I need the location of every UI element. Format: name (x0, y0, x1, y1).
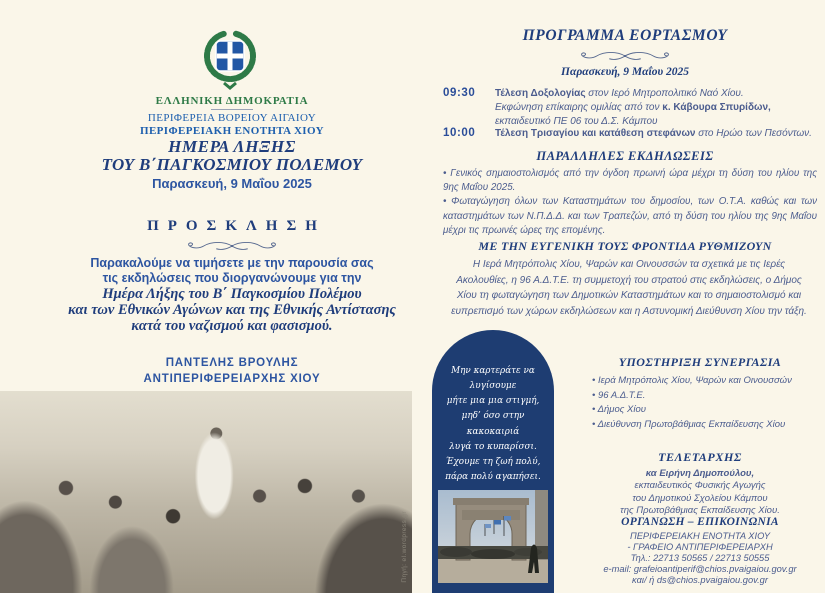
parallel-events-heading: ΠΑΡΑΛΛΗΛΕΣ ΕΚΔΗΛΩΣΕΙΣ (536, 149, 714, 163)
program-title: ΠΡΟΓΡΑΜΜΑ ΕΟΡΤΑΣΜΟΥ (522, 27, 728, 44)
header-divider (211, 109, 253, 110)
event-title-line1: ΗΜΕΡΑ ΛΗΞΗΣ (168, 137, 296, 156)
marshal-directorate: της Πρωτοβάθμιας Εκπαίδευσης Χίου. (620, 505, 780, 517)
event-title-line2: ΤΟΥ Β΄ΠΑΓΚΟΣΜΙΟΥ ΠΟΛΕΜΟΥ (101, 155, 363, 174)
support-item: • Ιερά Μητρόπολις Χίου, Ψαρών και Οινουσσών (592, 375, 792, 386)
parallel-event-item: • Γενικός σημαιοστολισμός από την όγδοη πρωινή ώρα μέχρι τη δύση του ηλίου της 9ης Μαΐου 2025. (443, 168, 817, 194)
marshal-name: κα Ειρήνη Δημοπούλου, (645, 468, 755, 479)
schedule-event-name: Τέλεση Τρισαγίου και κατάθεση στεφάνων (495, 128, 696, 139)
parallel-events-list (443, 167, 817, 238)
schedule-time: 09:30 (443, 87, 476, 99)
support-heading: ΥΠΟΣΤΗΡΙΞΗ ΣΥΝΕΡΓΑΣΙΑ (618, 355, 782, 369)
poem (432, 330, 554, 485)
poem-line: πάρα πολύ αγαπήσει. (445, 471, 541, 482)
poem-line: μηδ’ όσο στην κακοκαιριά (461, 411, 525, 437)
hellenic-republic-emblem-icon (201, 20, 259, 92)
poem-line: λυγά το κυπαρίσσι. (449, 441, 537, 452)
program-date: Παρασκευή, 9 Μαΐου 2025 (561, 66, 689, 78)
schedule-event-detail: στο Ηρώο των Πεσόντων. (695, 128, 812, 139)
arc-de-triomphe-parade-photo (438, 490, 548, 583)
event-date: Παρασκευή, 9 Μαΐου 2025 (152, 176, 312, 191)
signatory-title: ΑΝΤΙΠΕΡΙΦΕΡΕΙΑΡΧΗΣ ΧΙΟΥ (143, 373, 321, 385)
schedule-description (495, 87, 821, 128)
marshal-title: εκπαιδευτικός Φυσικής Αγωγής (634, 480, 766, 492)
marshal-details (578, 468, 822, 517)
flourish-divider-icon (570, 49, 680, 63)
schedule-row (443, 127, 821, 141)
schedule-event-detail: στον Ιερό Μητροπολιτικό Ναό Χίου. (585, 88, 744, 99)
contact-org: ΠΕΡΙΦΕΡΕΙΑΚΗ ΕΝΟΤΗΤΑ ΧΙΟΥ (629, 531, 771, 541)
poem-line: Μην καρτεράτε να λυγίσουμε (451, 366, 535, 392)
support-list (592, 374, 824, 433)
parallel-event-item: • Φωταγώγηση όλων των Καταστημάτων του δημοσίου, των Ο.Τ.Α. καθώς και των καταστημάτων των Ν.Π.Δ.Δ. και των Τραπεζών, από τη δύση του ηλίου της 9ης Μαΐου μέχρι τις πρωινές ώρες της επομένης. (443, 196, 817, 236)
poem-line: μήτε μια μια στιγμή, (446, 396, 540, 407)
schedule-speech-pre: Εκφώνηση επίκαιρης ομιλίας από τον (495, 101, 663, 113)
care-text: Η Ιερά Μητρόπολις Χίου, Ψαρών και Οινουσσών τα σχετικά με τις Ιερές Ακολουθίες, η 96 Α.Δ.Τ.Ε. τη συμμετοχή του στρατού στις εκδηλώσεις, ο Δήμος Χίου τη φωταγώγηση των Δημοτικών Καταστημάτων και το σημαιοστολισμό και ευπρεπισμό των χώρων εκδηλώσεων και η Αστυνομική Διεύθυνση Χίου την τάξη. (451, 259, 807, 317)
liberation-celebration-photo (0, 391, 412, 593)
contact-email-secondary: και/ ή ds@chios.pvaigaiou.gov.gr (632, 574, 768, 585)
org-name-region: ΠΕΡΙΦΕΡΕΙΑ ΒΟΡΕΙΟΥ ΑΙΓΑΙΟΥ (147, 112, 317, 124)
org-name-republic: ΕΛΛΗΝΙΚΗ ΔΗΜΟΚΡΑΤΙΑ (155, 95, 309, 107)
invitation-emphasis-line2: και των Εθνικών Αγώνων και της Εθνικής Αντίστασης (68, 302, 396, 318)
contact-office: - ΓΡΑΦΕΙΟ ΑΝΤΙΠΕΡΙΦΕΡΕΙΑΡΧΗ (627, 541, 773, 552)
invitation-text-line2: τις εκδηλώσεις που διοργανώνουμε για την (102, 271, 362, 285)
support-item: • Διεύθυνση Πρωτοβάθμιας Εκπαίδευσης Χίου (592, 419, 786, 431)
schedule-description (495, 127, 821, 141)
contact-phone: Τηλ.: 22713 50565 / 22713 50555 (630, 552, 770, 563)
schedule-speaker-name: κ. Κάβουρα Σπυρίδων, (662, 101, 771, 113)
support-item: • Δήμος Χίου (592, 404, 646, 416)
support-item: • 96 Α.Δ.Τ.Ε. (592, 389, 646, 401)
signatory-name: ΠΑΝΤΕΛΗΣ ΒΡΟΥΛΗΣ (165, 357, 299, 369)
invitation-emphasis-line3: κατά του ναζισμού και φασισμού. (131, 318, 333, 334)
marshal-heading: ΤΕΛΕΤΑΡΧΗΣ (658, 450, 742, 464)
schedule-event-name: Τέλεση Δοξολογίας (495, 88, 586, 99)
invitation-heading: ΠΡΟΣΚΛΗΣΗ (147, 218, 326, 234)
invitation-emphasis-line1: Ημέρα Λήξης του Β΄ Παγκοσμίου Πολέμου (102, 286, 362, 302)
contact-heading: ΟΡΓΑΝΩΣΗ – ΕΠΙΚΟΙΝΩΝΙΑ (621, 516, 779, 528)
memorial-arch-panel (432, 330, 554, 593)
care-heading: ΜΕ ΤΗΝ ΕΥΓΕΝΙΚΗ ΤΟΥΣ ΦΡΟΝΤΙΔΑ ΡΥΘΜΙΖΟΥΝ (478, 239, 772, 253)
schedule-row (443, 87, 821, 128)
schedule-time: 10:00 (443, 127, 476, 139)
invitation-text-line1: Παρακαλούμε να τιμήσετε με την παρουσία σας (90, 256, 374, 270)
marshal-school: του Δημοτικού Σχολείου Κάμπου (632, 492, 768, 504)
schedule-speaker-title: εκπαιδευτικό ΠΕ 06 του Δ.Σ. Κάμπου (495, 115, 658, 127)
flourish-divider-icon (177, 239, 287, 253)
poem-line: Έχουμε τη ζωή πολύ, (445, 456, 541, 467)
contact-email-primary: e-mail: grafeioantiperif@chios.pvaigaiou.gov.gr (603, 563, 797, 574)
photo-credit: Πηγή: el.wordpress.gr (401, 511, 408, 583)
org-name-regional-unit: ΠΕΡΙΦΕΡΕΙΑΚΗ ΕΝΟΤΗΤΑ ΧΙΟΥ (139, 125, 325, 137)
contact-details (566, 531, 825, 586)
